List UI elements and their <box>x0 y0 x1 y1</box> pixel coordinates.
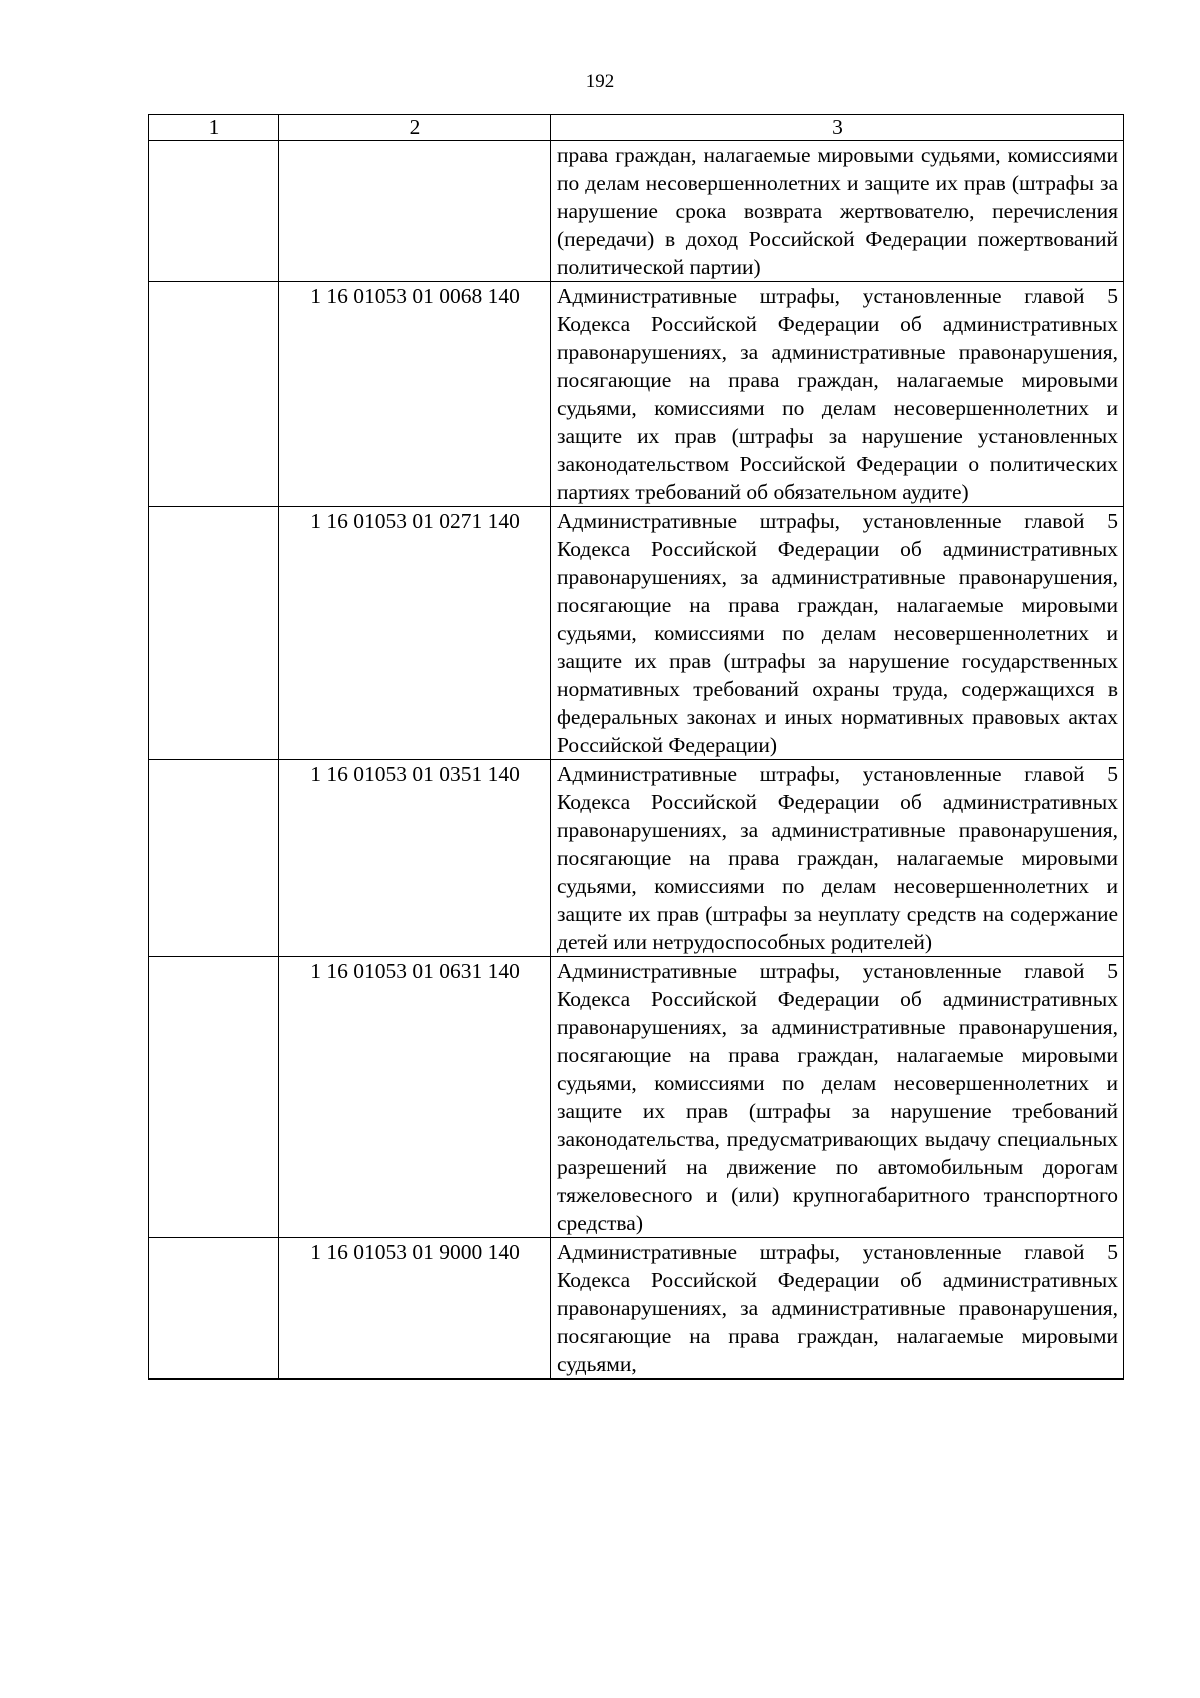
revenue-code-cell: 1 16 01053 01 0631 140 <box>279 957 551 1238</box>
revenue-code-cell: 1 16 01053 01 9000 140 <box>279 1238 551 1380</box>
row-col1-cell <box>149 760 279 957</box>
description-cell: Административные штрафы, установленные главой 5 Кодекса Российской Федерации об административных правонарушениях, за административные правонарушения, посягающие на права граждан, налагаемые мировыми судьями, комиссиями по делам несовершеннолетних и защите их прав (штрафы за неуплату средств на содержание детей или нетрудоспособных родителей) <box>551 760 1124 957</box>
description-cell: Административные штрафы, установленные главой 5 Кодекса Российской Федерации об административных правонарушениях, за административные правонарушения, посягающие на права граждан, налагаемые мировыми судьями, комиссиями по делам несовершеннолетних и защите их прав (штрафы за нарушение государственных нормативных требований охраны труда, содержащихся в федеральных законах и иных нормативных правовых актах Российской Федерации) <box>551 507 1124 760</box>
table-row <box>149 282 1124 507</box>
table-header-row <box>149 115 1124 141</box>
row-col1-cell <box>149 1238 279 1380</box>
table-row <box>149 760 1124 957</box>
revenue-code-cell: 1 16 01053 01 0351 140 <box>279 760 551 957</box>
description-cell: права граждан, налагаемые мировыми судьями, комиссиями по делам несовершеннолетних и защите их прав (штрафы за нарушение срока возврата жертвователю, перечисления (передачи) в доход Российской Федерации пожертвований политической партии) <box>551 141 1124 282</box>
table-row <box>149 507 1124 760</box>
budget-codes-table <box>148 114 1124 1380</box>
row-col1-cell <box>149 507 279 760</box>
revenue-code-cell: 1 16 01053 01 0271 140 <box>279 507 551 760</box>
column-header-2: 2 <box>279 115 551 141</box>
row-col1-cell <box>149 957 279 1238</box>
revenue-code-cell: 1 16 01053 01 0068 140 <box>279 282 551 507</box>
row-col1-cell <box>149 141 279 282</box>
row-col1-cell <box>149 282 279 507</box>
description-cell: Административные штрафы, установленные главой 5 Кодекса Российской Федерации об административных правонарушениях, за административные правонарушения, посягающие на права граждан, налагаемые мировыми судьями, комиссиями по делам несовершеннолетних и защите их прав (штрафы за нарушение установленных законодательством Российской Федерации о политических партиях требований об обязательном аудите) <box>551 282 1124 507</box>
revenue-code-cell <box>279 141 551 282</box>
page-number: 192 <box>585 71 615 92</box>
column-header-1: 1 <box>149 115 279 141</box>
table-row <box>149 141 1124 282</box>
column-header-3: 3 <box>551 115 1124 141</box>
description-cell: Административные штрафы, установленные главой 5 Кодекса Российской Федерации об административных правонарушениях, за административные правонарушения, посягающие на права граждан, налагаемые мировыми судьями, <box>551 1238 1124 1380</box>
table-row <box>149 1238 1124 1380</box>
description-cell: Административные штрафы, установленные главой 5 Кодекса Российской Федерации об административных правонарушениях, за административные правонарушения, посягающие на права граждан, налагаемые мировыми судьями, комиссиями по делам несовершеннолетних и защите их прав (штрафы за нарушение требований законодательства, предусматривающих выдачу специальных разрешений на движение по автомобильным дорогам тяжеловесного и (или) крупногабаритного транспортного средства) <box>551 957 1124 1238</box>
table-row <box>149 957 1124 1238</box>
